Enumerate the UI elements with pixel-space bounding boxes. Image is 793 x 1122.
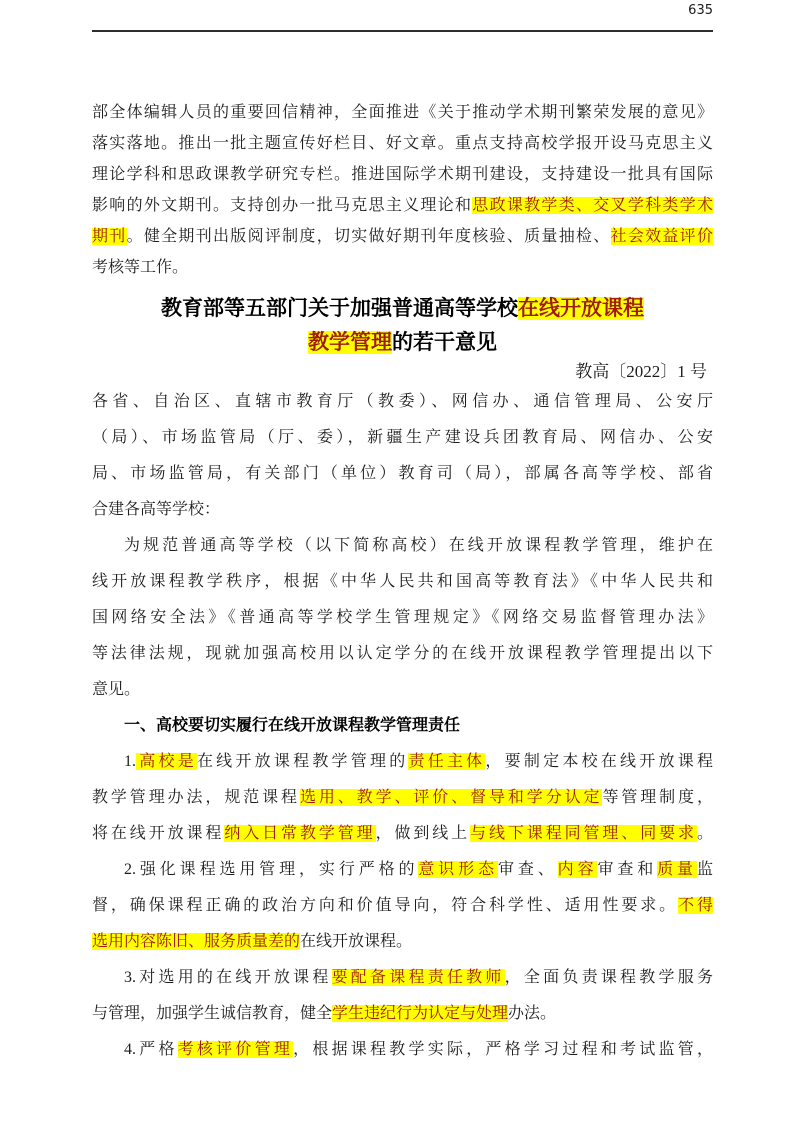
highlighted-text: 学生违纪行为认定与处理 [332, 1005, 509, 1022]
highlighted-text: 不得 [678, 897, 713, 914]
text-segment: 影响的外文期刊。支持创办一批马克思主义理论和 [92, 197, 473, 214]
highlighted-text: 在线开放课程 [518, 297, 644, 320]
text-segment: （局）、市场监管局（厅、委），新疆生产建设兵团教育局、网信办、公安 [92, 429, 713, 446]
text-line [92, 190, 713, 221]
text-line [92, 128, 713, 159]
text-line [92, 292, 713, 326]
item-3 [92, 960, 713, 1032]
text-segment: 。健全期刊出版阅评制度，切实做好期刊年度核验、质量抽检、 [126, 228, 611, 245]
text-line [92, 672, 713, 708]
intro-paragraph [92, 528, 713, 708]
text-segment: 1. [124, 753, 136, 770]
text-line [92, 384, 713, 420]
text-line [92, 492, 713, 528]
text-line [92, 888, 713, 924]
text-line [92, 360, 707, 384]
text-segment: ，全面负责课程教学服务 [504, 969, 713, 986]
text-line [92, 852, 713, 888]
text-segment: 教学管理办法，规范课程 [92, 789, 300, 806]
highlighted-text: 教学管理 [308, 331, 392, 354]
text-segment: 教育部等五部门关于加强普通高等学校 [161, 297, 518, 320]
text-segment: 督，确保课程正确的政治方向和价值导向，符合科学性、适用性要求。 [92, 897, 679, 914]
highlighted-text: 思政课教学类、交叉学科类学术 [472, 197, 713, 214]
text-segment: 为规范普通高等学校（以下简称高校）在线开放课程教学管理，维护在 [124, 537, 713, 554]
document-content [92, 0, 713, 1068]
highlighted-text: 选用内容陈旧、服务质量差的 [92, 933, 301, 950]
text-line [92, 159, 713, 190]
text-segment: 一、高校要切实履行在线开放课程教学管理责任 [124, 717, 461, 734]
text-segment: 监 [696, 861, 713, 878]
text-line [92, 744, 713, 780]
text-segment: 意见。 [92, 681, 141, 698]
text-segment: 各省、自治区、直辖市教育厅（教委）、网信办、通信管理局、公安厅 [92, 393, 713, 410]
highlighted-text: 内容 [557, 861, 598, 878]
highlighted-text: 选用、教学、评价、督导和学分认定 [299, 789, 603, 806]
highlighted-text: 责任主体 [408, 753, 486, 770]
highlighted-text: 纳入日常教学管理 [224, 825, 376, 842]
text-segment: 等法律法规，现就加强高校用以认定学分的在线开放课程教学管理提出以下 [92, 645, 713, 662]
text-segment: ，根据课程教学实际，严格学习过程和考试监管， [293, 1041, 713, 1058]
text-segment: 理论学科和思政课教学研究专栏。推进国际学术期刊建设，支持建设一批具有国际 [92, 166, 713, 183]
text-line [92, 996, 713, 1032]
text-line [92, 528, 713, 564]
item-1 [92, 744, 713, 852]
text-segment: 4.严格 [124, 1041, 178, 1058]
text-segment: 审查和 [597, 861, 658, 878]
highlighted-text: 质量 [657, 861, 697, 878]
item-2 [92, 852, 713, 960]
continued-paragraph [92, 97, 713, 283]
text-segment: 3.对选用的在线开放课程 [124, 969, 332, 986]
text-segment: 的若干意见 [392, 331, 497, 354]
text-segment: 考核等工作。 [92, 259, 189, 276]
text-segment: 办法。 [508, 1005, 557, 1022]
text-line [92, 600, 713, 636]
text-line [92, 780, 713, 816]
text-segment: 。 [696, 825, 713, 842]
text-segment: 将在线开放课程 [92, 825, 225, 842]
text-line [92, 326, 713, 360]
text-line [92, 708, 713, 744]
text-line [92, 960, 713, 996]
text-segment: 合建各高等学校： [92, 501, 221, 518]
text-line [92, 924, 713, 960]
highlighted-text: 要配备课程责任教师 [331, 969, 505, 986]
highlighted-text: 期刊 [92, 228, 127, 245]
text-segment: 2.强化课程选用管理，实行严格的 [124, 861, 419, 878]
highlighted-text: 高校是 [136, 753, 197, 770]
text-segment: ，做到线上 [375, 825, 471, 842]
text-segment: 国网络安全法》《普通高等学校学生管理规定》《网络交易监督管理办法》 [92, 609, 713, 626]
highlighted-text: 考核评价管理 [177, 1041, 294, 1058]
text-line [92, 564, 713, 600]
text-segment: 在线开放课程教学管理的 [196, 753, 409, 770]
highlighted-text: 社会效益评价 [610, 228, 713, 245]
text-line [92, 420, 713, 456]
text-segment: ，要制定本校在线开放课程 [485, 753, 713, 770]
highlighted-text: 与线下课程同管理、同要求 [470, 825, 697, 842]
doc-title [92, 292, 713, 360]
item-4 [92, 1032, 713, 1068]
section-heading [92, 708, 713, 744]
doc-number [92, 360, 713, 384]
text-line [92, 221, 713, 252]
text-line [92, 252, 713, 283]
text-segment: 线开放课程教学秩序，根据《中华人民共和国高等教育法》《中华人民共和 [92, 573, 713, 590]
text-segment: 落实落地。推出一批主题宣传好栏目、好文章。重点支持高校学报开设马克思主义 [92, 135, 713, 152]
text-segment: 与管理，加强学生诚信教育，健全 [92, 1005, 333, 1022]
text-line [92, 816, 713, 852]
text-line [92, 1032, 713, 1068]
text-segment: 等管理制度， [602, 789, 713, 806]
text-segment: 局、市场监管局，有关部门（单位）教育司（局），部属各高等学校、部省 [92, 465, 713, 482]
text-segment: 审查、 [497, 861, 558, 878]
text-line [92, 97, 713, 128]
page-number: 635 [688, 3, 713, 18]
text-segment: 部全体编辑人员的重要回信精神，全面推进《关于推动学术期刊繁荣发展的意见》 [92, 104, 713, 121]
text-line [92, 456, 713, 492]
recipients [92, 384, 713, 528]
text-segment: 教高〔2022〕1 号 [575, 362, 707, 381]
highlighted-text: 意识形态 [418, 861, 498, 878]
text-segment: 在线开放课程。 [300, 933, 413, 950]
text-line [92, 636, 713, 672]
